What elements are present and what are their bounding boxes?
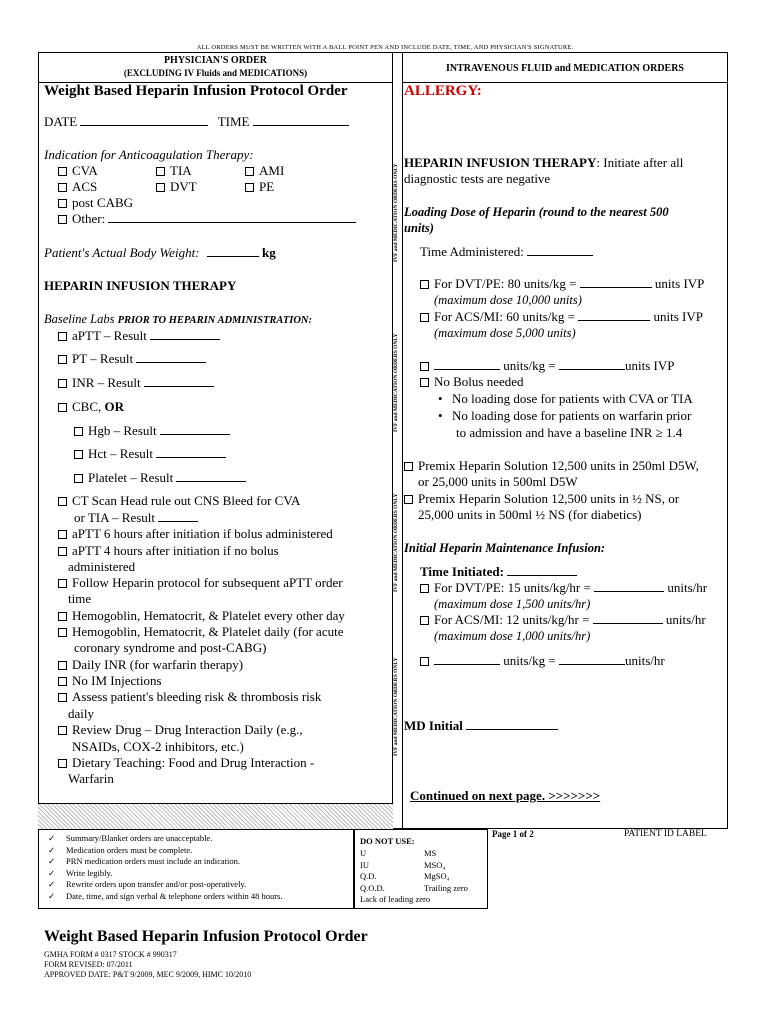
checkbox-icon[interactable]	[58, 661, 67, 670]
order-ct-scan[interactable]: CT Scan Head rule out CNS Bleed for CVA	[58, 493, 300, 509]
checkmark-icon: ✓	[48, 867, 56, 878]
checkmark-icon: ✓	[48, 856, 56, 866]
time-administered-field[interactable]	[527, 244, 593, 256]
physician-order-subheader: (EXCLUDING IV Fluids and MEDICATIONS)	[123, 68, 308, 78]
order-dietary[interactable]: Dietary Teaching: Food and Drug Interaction -	[58, 755, 314, 771]
checkbox-icon[interactable]	[58, 628, 67, 637]
custom-loading-dose[interactable]: units/kg = units IVP	[420, 358, 674, 374]
rule-item: ✓ PRN medication orders must include an indication.	[48, 856, 240, 866]
indication-cva[interactable]: CVA	[58, 163, 98, 179]
checkmark-icon: ✓	[48, 879, 56, 889]
order-aptt-4h-cont: administered	[68, 559, 136, 574]
continued-next-page: Continued on next page. >>>>>>>	[410, 788, 601, 803]
checkmark-icon: ✓	[48, 833, 56, 843]
vertical-label-2: IVF and MEDICATION ORDERS ONLY	[393, 333, 399, 432]
do-not-use-left: U IU Q.D. Q.O.D.	[360, 848, 385, 893]
order-aptt-4h[interactable]: aPTT 4 hours after initiation if no bolus	[58, 543, 279, 559]
time-initiated: Time Initiated:	[420, 564, 577, 580]
checkbox-icon[interactable]	[58, 199, 67, 208]
checkbox-icon[interactable]	[58, 167, 67, 176]
checkbox-icon[interactable]	[58, 497, 67, 506]
checkbox-icon[interactable]	[58, 403, 67, 412]
checkbox-icon[interactable]	[58, 579, 67, 588]
form-number: GMHA FORM # 0317 STOCK # 990317	[44, 950, 177, 959]
indication-dvt[interactable]: DVT	[156, 179, 197, 195]
acs-maint-max: (maximum dose 1,000 units/hr)	[434, 629, 591, 643]
checkbox-icon[interactable]	[420, 378, 429, 387]
loading-dose-title: Loading Dose of Heparin (round to the nearest 500	[404, 205, 669, 219]
iv-orders-header: INTRAVENOUS FLUID and MEDICATION ORDERS	[445, 63, 684, 74]
checkbox-icon[interactable]	[74, 450, 83, 459]
bullet-warfarin-cont: to admission and have a baseline INR ≥ 1.4	[456, 425, 683, 440]
order-assess-risk-cont: daily	[68, 706, 94, 721]
dvt-max-dose: (maximum dose 10,000 units)	[434, 293, 582, 307]
md-initial-field[interactable]	[466, 718, 558, 730]
checkbox-icon[interactable]	[156, 183, 165, 192]
rule-item: ✓ Write legibly.	[48, 867, 113, 878]
checkbox-icon[interactable]	[58, 530, 67, 539]
page-number: Page 1 of 2	[492, 829, 534, 839]
dvt-loading-dose[interactable]: For DVT/PE: 80 units/kg = units IVP	[420, 276, 704, 292]
form-title: Weight Based Heparin Infusion Protocol Order	[44, 83, 348, 99]
allergy-label: ALLERGY:	[404, 83, 482, 99]
ballpoint-pen-notice: ALL ORDERS MUST BE WRITTEN WITH A BALL POINT PEN AND INCLUDE DATE, TIME, AND PHYSICIAN'S SIGNATURE.	[196, 44, 574, 51]
order-drug-interaction-cont: NSAIDs, COX-2 inhibitors, etc.)	[72, 739, 244, 754]
hatched-area	[38, 803, 393, 829]
order-no-im[interactable]: No IM Injections	[58, 673, 162, 689]
time-administered: Time Administered:	[420, 244, 593, 260]
vertical-label-1: IVF and MEDICATION ORDERS ONLY	[393, 163, 399, 262]
checkbox-icon[interactable]	[245, 167, 254, 176]
checkbox-icon[interactable]	[156, 167, 165, 176]
checkbox-icon[interactable]	[58, 355, 67, 364]
indication-label: Indication for Anticoagulation Therapy:	[44, 147, 254, 162]
acs-max-dose: (maximum dose 5,000 units)	[434, 326, 576, 340]
rule-item: ✓ Date, time, and sign verbal & telephone orders within 48 hours.	[48, 890, 283, 901]
loading-dose-title2: units)	[404, 221, 434, 235]
right-therapy-line2: diagnostic tests are negative	[404, 171, 551, 186]
checkbox-icon[interactable]	[420, 362, 429, 371]
indication-ami[interactable]: AMI	[245, 163, 284, 179]
custom-maintenance[interactable]: units/kg = units/hr	[420, 653, 665, 669]
premix-ns-cont: 25,000 units in 500ml ½ NS (for diabetics)	[418, 507, 642, 522]
order-cbc-daily-cont: coronary syndrome and post-CABG)	[74, 640, 267, 655]
no-bolus[interactable]: No Bolus needed	[420, 374, 524, 390]
checkmark-icon: ✓	[48, 890, 56, 901]
bullet-warfarin: • No loading dose for patients on warfarin prior	[438, 408, 692, 423]
indication-tia[interactable]: TIA	[156, 163, 192, 179]
baseline-labs-label: Baseline Labs PRIOR TO HEPARIN ADMINISTRATION:	[44, 312, 312, 326]
checkbox-icon[interactable]	[58, 693, 67, 702]
order-follow-protocol[interactable]: Follow Heparin protocol for subsequent aPTT order	[58, 575, 343, 591]
indication-pe[interactable]: PE	[245, 179, 274, 195]
order-cbc-daily[interactable]: Hemogoblin, Hematocrit, & Platelet daily (for acute	[58, 624, 343, 640]
column-divider-right	[402, 52, 403, 829]
checkbox-icon[interactable]	[404, 462, 413, 471]
premix-ns[interactable]: Premix Heparin Solution 12,500 units in ½ NS, or	[404, 491, 679, 507]
weight-field[interactable]	[207, 245, 259, 257]
checkbox-icon[interactable]	[420, 280, 429, 289]
patient-id-label: PATIENT ID LABEL	[624, 829, 707, 839]
bullet-cva-tia: • No loading dose for patients with CVA or TIA	[438, 391, 693, 406]
bullet-icon: •	[438, 408, 443, 423]
other-field[interactable]	[108, 211, 356, 223]
checkbox-icon[interactable]	[58, 379, 67, 388]
weight-line	[44, 245, 276, 261]
time-label: TIME	[217, 114, 250, 129]
date-label: DATE	[44, 114, 78, 129]
acs-maintenance[interactable]: For ACS/MI: 12 units/kg/hr = units/hr	[420, 612, 706, 628]
acs-loading-dose[interactable]: For ACS/MI: 60 units/kg = units IVP	[420, 309, 703, 325]
rule-item: ✓ Summary/Blanket orders are unacceptable.	[48, 833, 213, 843]
lab-hgb[interactable]: Hgb – Result	[74, 423, 230, 439]
heparin-section-title: HEPARIN INFUSION THERAPY	[44, 278, 237, 293]
checkbox-icon[interactable]	[58, 612, 67, 621]
date-field[interactable]	[80, 114, 208, 126]
lab-platelet[interactable]: Platelet – Result	[74, 470, 246, 486]
dvt-maintenance[interactable]: For DVT/PE: 15 units/kg/hr = units/hr	[420, 580, 707, 596]
order-dietary-cont: Warfarin	[68, 771, 114, 786]
form-revised: FORM REVISED: 07/2011	[44, 960, 133, 969]
date-time-line	[44, 114, 349, 130]
do-not-use-right: MS MSO₄ MgSO₄ Trailing zero	[424, 848, 468, 893]
vertical-label-3: IVF and MEDICATION ORDERS ONLY	[393, 493, 399, 592]
dvt-maint-max: (maximum dose 1,500 units/hr)	[434, 597, 591, 611]
do-not-use-last: Lack of leading zero	[360, 894, 431, 904]
checkbox-icon[interactable]	[420, 657, 429, 666]
premix-d5w-cont: or 25,000 units in 500ml D5W	[418, 474, 578, 489]
indication-post-cabg[interactable]: post CABG	[58, 195, 133, 211]
checkbox-icon[interactable]	[420, 584, 429, 593]
rule-item: ✓ Rewrite orders upon transfer and/or post-operatively.	[48, 879, 247, 889]
lab-hct[interactable]: Hct – Result	[74, 446, 226, 462]
checkbox-icon[interactable]	[420, 616, 429, 625]
order-ct-scan-cont: or TIA – Result	[74, 510, 198, 526]
order-assess-risk[interactable]: Assess patient's bleeding risk & thrombosis risk	[58, 689, 321, 705]
checkbox-icon[interactable]	[420, 313, 429, 322]
checkbox-icon[interactable]	[58, 677, 67, 686]
lab-pt[interactable]: PT – Result	[58, 351, 206, 367]
checkbox-icon[interactable]	[58, 547, 67, 556]
lab-aptt[interactable]: aPTT – Result	[58, 328, 220, 344]
checkbox-icon[interactable]	[58, 215, 67, 224]
physician-order-header: PHYSICIAN'S ORDER	[163, 55, 268, 66]
checkbox-icon[interactable]	[58, 183, 67, 192]
time-field[interactable]	[253, 114, 349, 126]
order-cbc-other-day[interactable]: Hemogoblin, Hematocrit, & Platelet every other day	[58, 608, 345, 624]
indication-acs[interactable]: ACS	[58, 179, 97, 195]
right-therapy-line: HEPARIN INFUSION THERAPY: Initiate after all	[404, 155, 684, 170]
order-follow-protocol-cont: time	[68, 591, 92, 606]
do-not-use-title: DO NOT USE:	[360, 836, 415, 846]
rules-list	[48, 833, 282, 902]
order-aptt-6h[interactable]: aPTT 6 hours after initiation if bolus administered	[58, 526, 333, 542]
checkbox-icon[interactable]	[74, 474, 83, 483]
lab-cbc[interactable]: CBC, OR	[58, 399, 124, 415]
indication-other[interactable]: Other:	[58, 211, 356, 227]
premix-d5w[interactable]: Premix Heparin Solution 12,500 units in 250ml D5W,	[404, 458, 699, 474]
checkmark-icon: ✓	[48, 844, 56, 855]
order-drug-interaction[interactable]: Review Drug – Drug Interaction Daily (e.g.,	[58, 722, 303, 738]
checkbox-icon[interactable]	[58, 759, 67, 768]
approved-date: APPROVED DATE: P&T 9/2009, MEC 9/2009, HIMC 10/2010	[44, 970, 252, 979]
bullet-icon: •	[438, 391, 443, 406]
weight-unit: kg	[262, 245, 276, 260]
vertical-label-4: IVF and MEDICATION ORDERS ONLY	[393, 657, 399, 756]
time-initiated-field[interactable]	[507, 564, 577, 576]
lab-inr[interactable]: INR – Result	[58, 375, 214, 391]
footer-form-title: Weight Based Heparin Infusion Protocol Order	[44, 928, 368, 945]
md-initial: MD Initial	[404, 718, 558, 734]
maintenance-title: Initial Heparin Maintenance Infusion:	[404, 541, 606, 555]
checkbox-icon[interactable]	[58, 726, 67, 735]
order-daily-inr[interactable]: Daily INR (for warfarin therapy)	[58, 657, 243, 673]
checkbox-icon[interactable]	[74, 427, 83, 436]
weight-label: Patient's Actual Body Weight:	[44, 245, 200, 260]
checkbox-icon[interactable]	[245, 183, 254, 192]
checkbox-icon[interactable]	[58, 332, 67, 341]
rule-item: ✓ Medication orders must be complete.	[48, 844, 193, 855]
checkbox-icon[interactable]	[404, 495, 413, 504]
